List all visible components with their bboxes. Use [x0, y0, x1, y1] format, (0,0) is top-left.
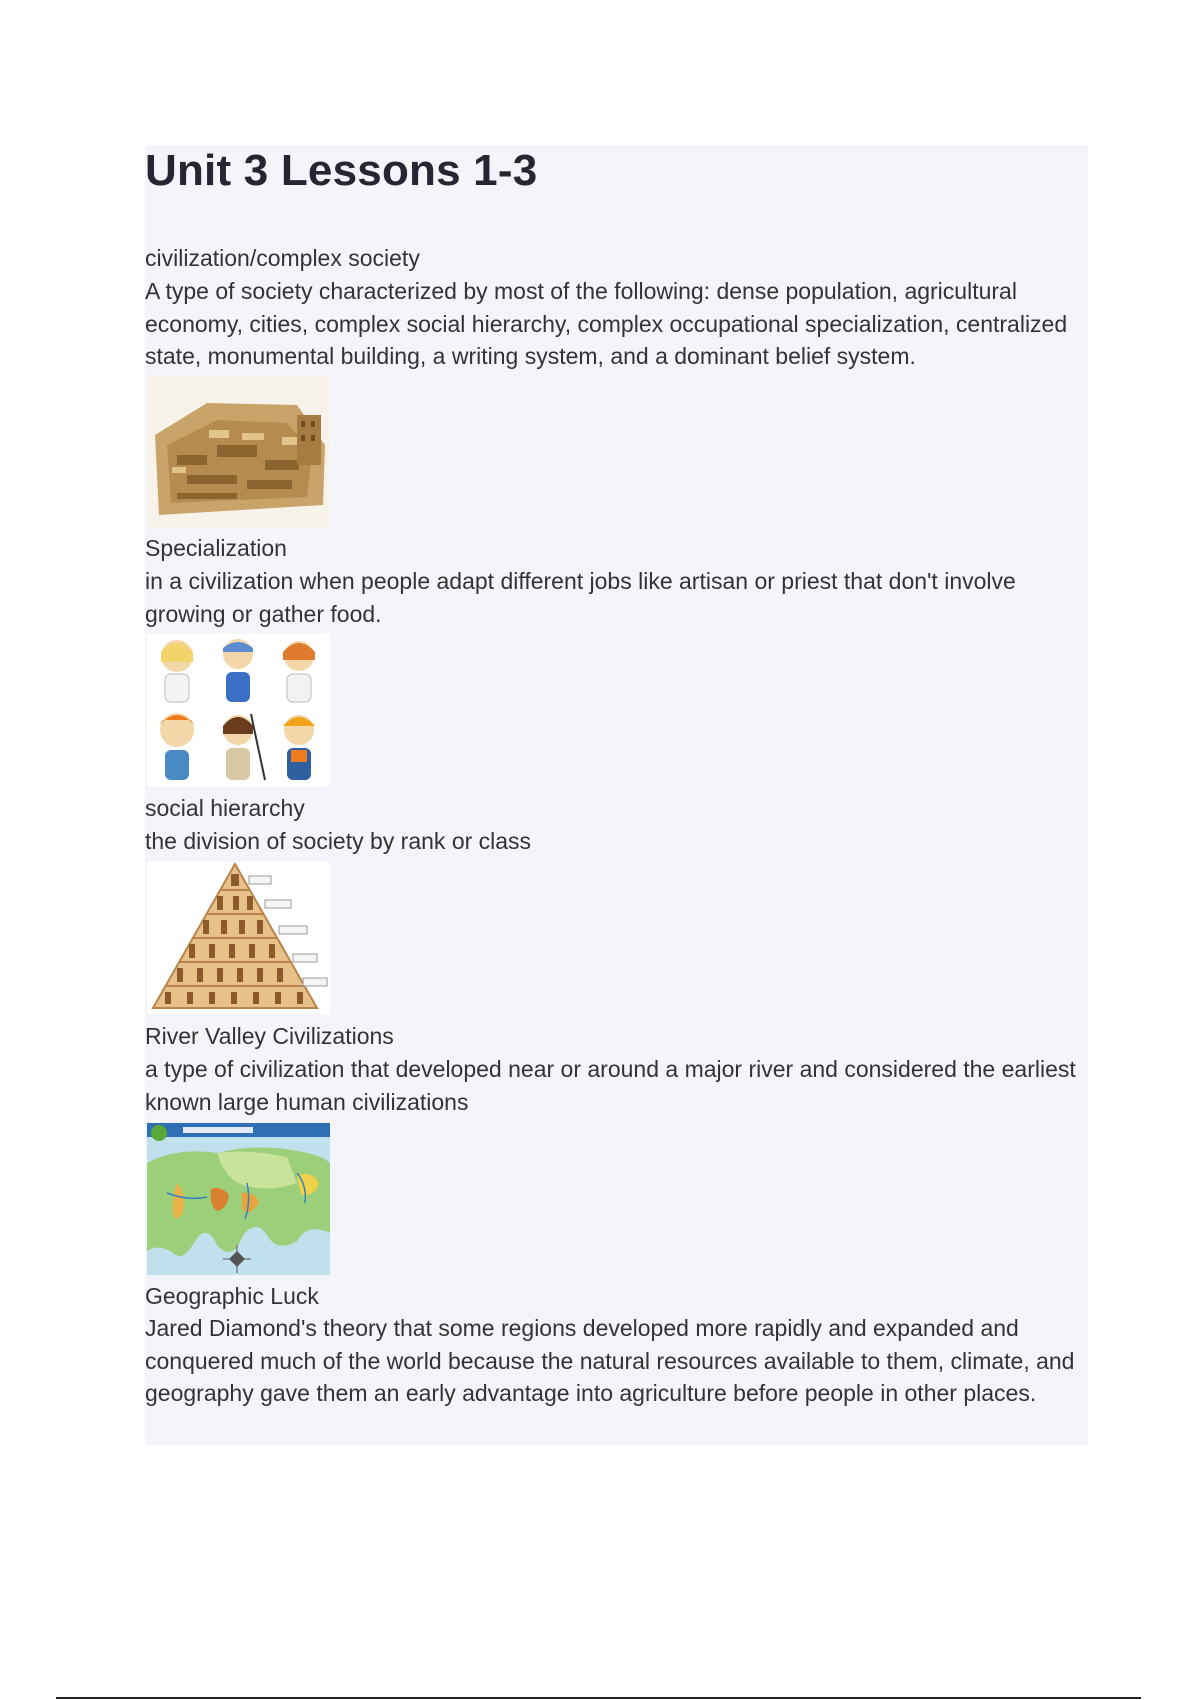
occupations-image	[147, 634, 330, 786]
social-pyramid-image	[147, 862, 330, 1014]
term-social-hierarchy: social hierarchy	[145, 795, 305, 821]
term-specialization: Specialization	[145, 535, 287, 561]
definition-social-hierarchy: the division of society by rank or class	[145, 828, 532, 854]
page-title: Unit 3 Lessons 1-3	[145, 146, 538, 195]
definition-geographic-luck: Jared Diamond's theory that some regions developed more rapidly and expanded and conquered much of the world because the natural resources available to them, climate, and geography gave them an early advantage into agriculture before people in other places.	[145, 1315, 1075, 1406]
definition-civilization: A type of society characterized by most of the following: dense population, agricultural economy, cities, complex social hierarchy, complex occupational specialization, centralized state, monumental building, a writing system, and a dominant belief system.	[145, 278, 1068, 369]
term-geographic-luck: Geographic Luck	[145, 1283, 319, 1309]
definition-specialization: in a civilization when people adapt different jobs like artisan or priest that don't involve growing or gather food.	[145, 568, 1016, 627]
term-civilization: civilization/complex society	[145, 245, 420, 271]
ancient-city-image	[147, 375, 330, 527]
page-footer-rule	[56, 1697, 1141, 1699]
definition-river-valley: a type of civilization that developed near or around a major river and considered the earliest known large human civilizations	[145, 1056, 1076, 1115]
river-valley-map-image	[147, 1123, 330, 1275]
term-river-valley: River Valley Civilizations	[145, 1023, 394, 1049]
